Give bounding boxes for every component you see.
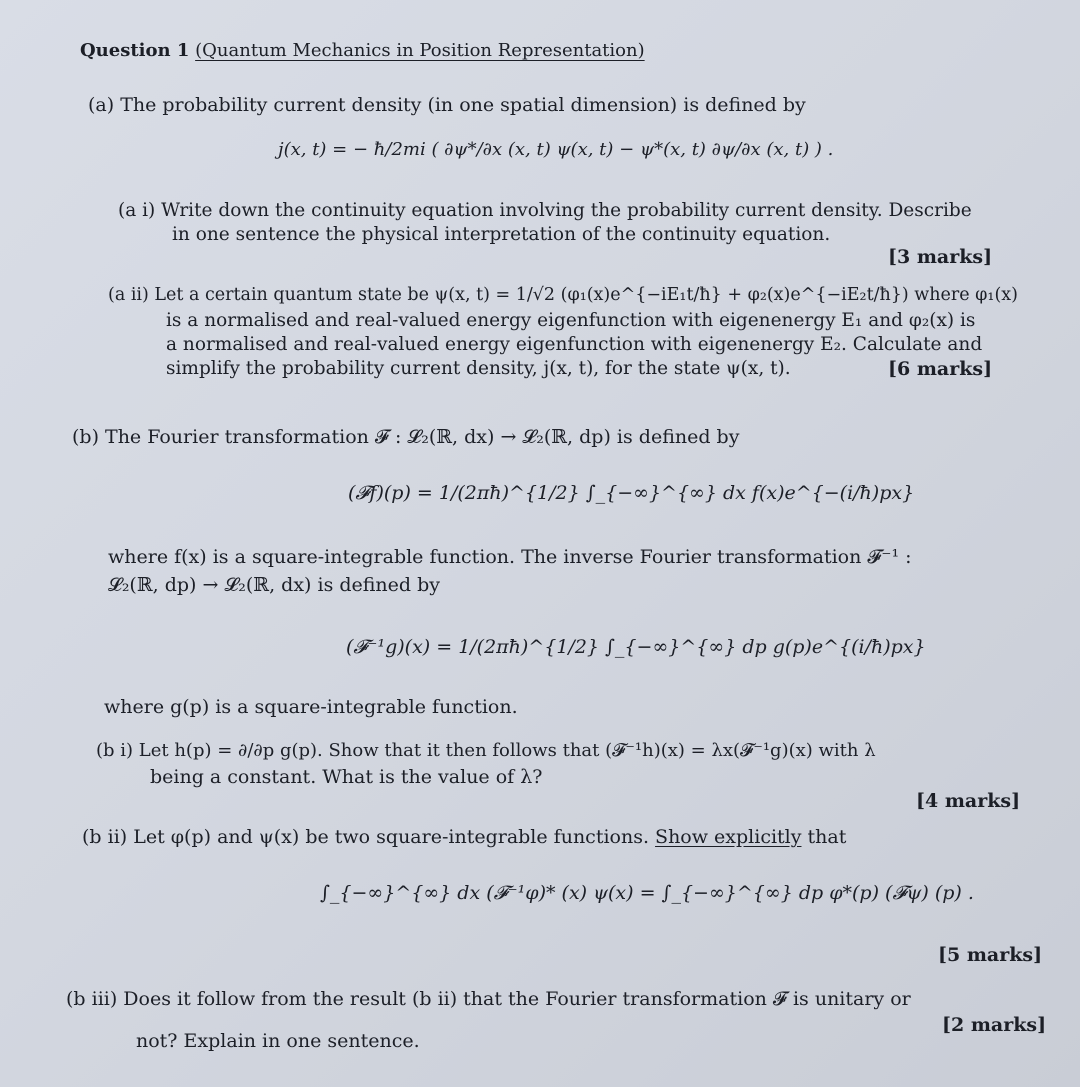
part-bii-text-a: (b ii) Let φ(p) and ψ(x) be two square-integrable functions. [82, 826, 649, 848]
part-aii-line4: simplify the probability current density, j(x, t), for the state ψ(x, t). [166, 358, 791, 379]
part-a-intro: (a) The probability current density (in one spatial dimension) is defined by [88, 94, 806, 116]
inverse-fourier-equation [346, 636, 926, 658]
question-label: Question 1 [80, 40, 190, 61]
part-bii-text-c: that [807, 826, 847, 848]
fourier-equation [348, 482, 914, 504]
part-bi-marks: [4 marks] [916, 790, 1021, 812]
unitarity-equation [320, 882, 974, 904]
inverse-fourier-equation-text: (𝓕⁻¹g)(x) = 1/(2πħ)^{1/2} ∫_{−∞}^{∞} dp g(p)e^{(i/ħ)px} [346, 636, 926, 658]
part-bii-line1 [82, 826, 846, 848]
part-bi-line2: being a constant. What is the value of λ? [150, 766, 543, 788]
part-bi-line1: (b i) Let h(p) = ∂/∂p g(p). Show that it then follows that (𝓕⁻¹h)(x) = λx(𝓕⁻¹g)(x) with λ [96, 740, 876, 761]
part-biii-marks: [2 marks] [942, 1014, 1047, 1036]
fourier-equation-text: (𝓕f)(p) = 1/(2πħ)^{1/2} ∫_{−∞}^{∞} dx f(x)e^{−(i/ħ)px} [348, 482, 915, 504]
where-f-line2: 𝓛₂(ℝ, dp) → 𝓛₂(ℝ, dx) is defined by [108, 574, 441, 596]
part-aii-line2: is a normalised and real-valued energy eigenfunction with eigenenergy E₁ and φ₂(x) is [166, 310, 976, 331]
part-aii-line3: a normalised and real-valued energy eigenfunction with eigenenergy E₂. Calculate and [166, 334, 983, 355]
question-subtitle: (Quantum Mechanics in Position Representation) [195, 40, 645, 61]
part-aii-line1: (a ii) Let a certain quantum state be ψ(x, t) = 1/√2 (φ₁(x)e^{−iE₁t/ħ} + φ₂(x)e^{−iE₂t/ħ}) where φ₁(x) [108, 285, 1018, 305]
part-aii-marks: [6 marks] [888, 358, 993, 380]
current-density-equation-text: j(x, t) = − ħ/2mi ( ∂ψ*/∂x (x, t) ψ(x, t) − ψ*(x, t) ∂ψ/∂x (x, t) ) . [278, 139, 834, 160]
part-bii-marks: [5 marks] [938, 944, 1043, 966]
part-biii-line1: (b iii) Does it follow from the result (b ii) that the Fourier transformation 𝓕 is unitary or [66, 988, 911, 1010]
part-ai-marks: [3 marks] [888, 246, 993, 268]
part-biii-line2: not? Explain in one sentence. [136, 1030, 420, 1052]
part-ai-line1: (a i) Write down the continuity equation involving the probability current density. Describe [118, 200, 972, 221]
part-b-intro: (b) The Fourier transformation 𝓕 : 𝓛₂(ℝ, dx) → 𝓛₂(ℝ, dp) is defined by [72, 426, 740, 448]
current-density-equation [278, 138, 833, 160]
show-explicitly-underlined: Show explicitly [655, 826, 802, 848]
where-g: where g(p) is a square-integrable function. [104, 696, 518, 718]
unitarity-equation-text: ∫_{−∞}^{∞} dx (𝓕⁻¹φ)* (x) ψ(x) = ∫_{−∞}^{∞} dp φ*(p) (𝓕ψ) (p) . [320, 882, 974, 904]
where-f-line1: where f(x) is a square-integrable function. The inverse Fourier transformation 𝓕⁻¹ : [108, 546, 912, 568]
question-header [80, 40, 645, 62]
part-ai-line2: in one sentence the physical interpretation of the continuity equation. [172, 224, 831, 245]
